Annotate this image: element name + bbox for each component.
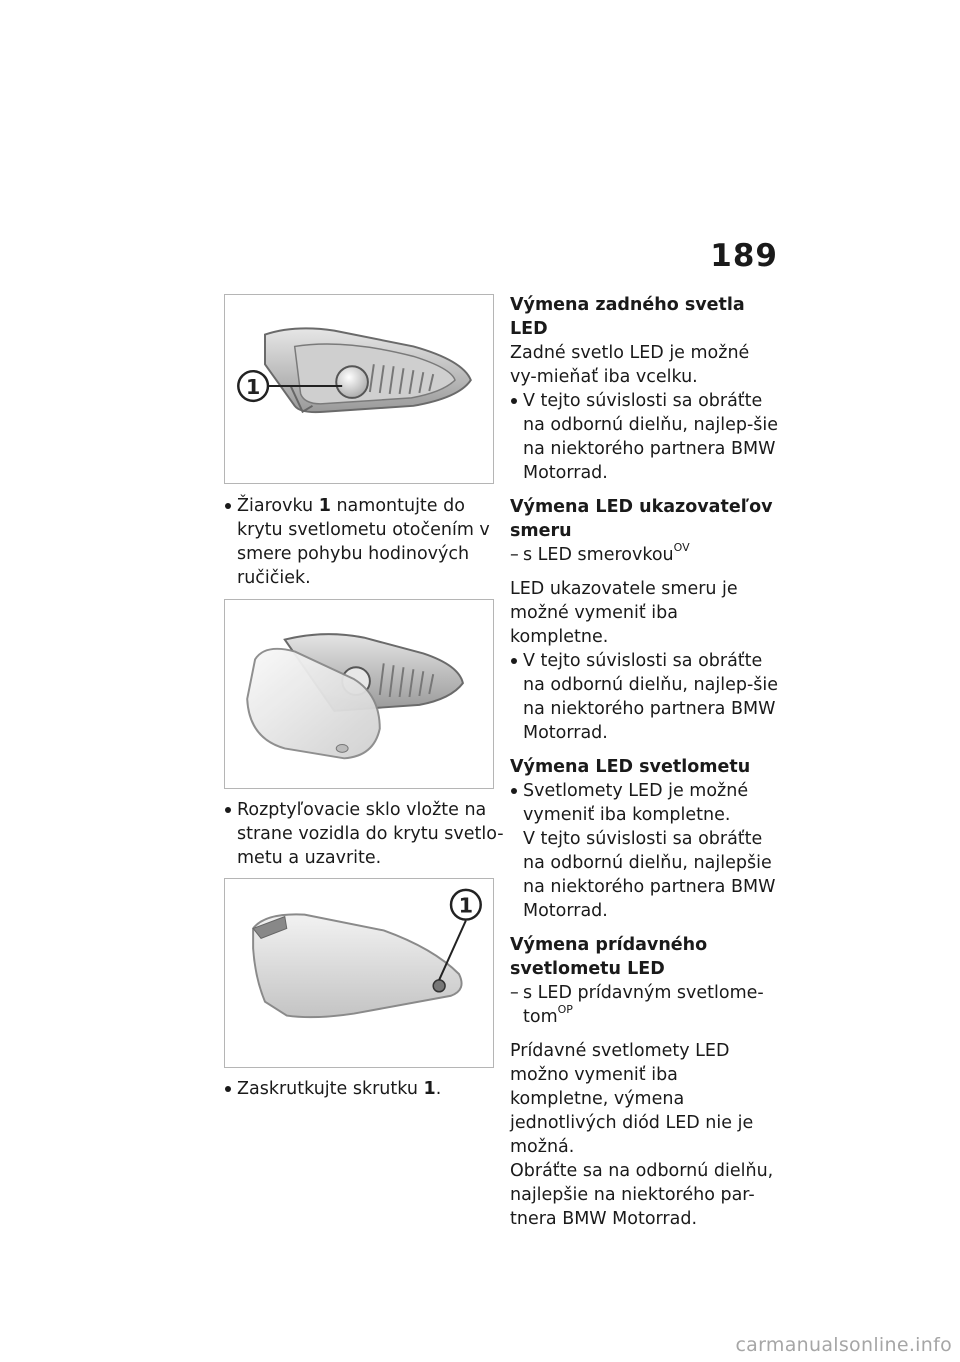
reference-number: 1 [423,1079,436,1099]
bullet-item: Rozptyľovacie sklo vložte na strane vozidla do krytu svetlo-metu a uzavrite. [224,798,504,870]
figure-lens-insert [224,599,494,789]
watermark-footer: carmanualsonline.info [735,1334,952,1356]
bullet-item: V tejto súvislosti sa obráťte na odbornú dielňu, najlep-šie na niektorého partnera BMW Motorrad. [510,389,780,485]
paragraph: Prídavné svetlomety LED možno vymeniť iba kompletne, výmena jednotlivých diód LED nie je možná. [510,1041,754,1157]
section-heading-turn-indicators: Výmena LED ukazovateľov smeru [510,497,773,541]
bullet-continuation: V tejto súvislosti sa obráťte na odbornú dielňu, najlepšie na niektorého partnera BMW Motorrad. [523,829,776,921]
section-heading-rear-light: Výmena zadného svetla LED [510,295,745,339]
reference-number: 1 [318,496,331,516]
callout-number: 1 [245,374,261,399]
callout-number: 1 [458,893,474,918]
option-line: – s LED prídavným svetlome-tom$^{OP}$ [510,983,764,1027]
bullet-item: V tejto súvislosti sa obráťte na odbornú dielňu, najlep-šie na niektorého partnera BMW Motorrad. [510,649,780,745]
step-install-bulb [224,494,504,590]
section-heading-auxiliary-light: Výmena prídavného svetlometu LED [510,935,708,979]
step-insert-lens [224,798,504,870]
bulb-housing-illustration [225,295,493,483]
paragraph: LED ukazovatele smeru je možné vymeniť iba kompletne. [510,579,738,647]
figure-bulb-install [224,294,494,484]
bullet-item: Zaskrutkujte skrutku 1. [224,1077,504,1101]
bullet-item: Svetlomety LED je možné vymeniť iba kompletne. [510,779,780,827]
lens-insert-illustration [225,600,493,788]
step-tighten-screw [224,1077,504,1101]
right-column [510,293,780,1231]
figure-screw-tighten [224,878,494,1068]
screw-illustration [225,879,493,1067]
option-code: OP [557,1003,573,1017]
bullet-item: Žiarovku 1 namontujte do krytu svetlometu otočením v smere pohybu hodinových ručičiek. [224,494,504,590]
section-heading-headlight: Výmena LED svetlometu [510,757,751,777]
option-line: – s LED smerovkou$^{OV}$ [510,541,690,565]
option-code: OV [673,541,690,555]
paragraph: Obráťte sa na odbornú dielňu, najlepšie na niektorého par-tnera BMW Motorrad. [510,1161,774,1229]
paragraph: Zadné svetlo LED je možné vy-mieňať iba vcelku. [510,343,750,387]
page-number: 189 [710,238,778,274]
